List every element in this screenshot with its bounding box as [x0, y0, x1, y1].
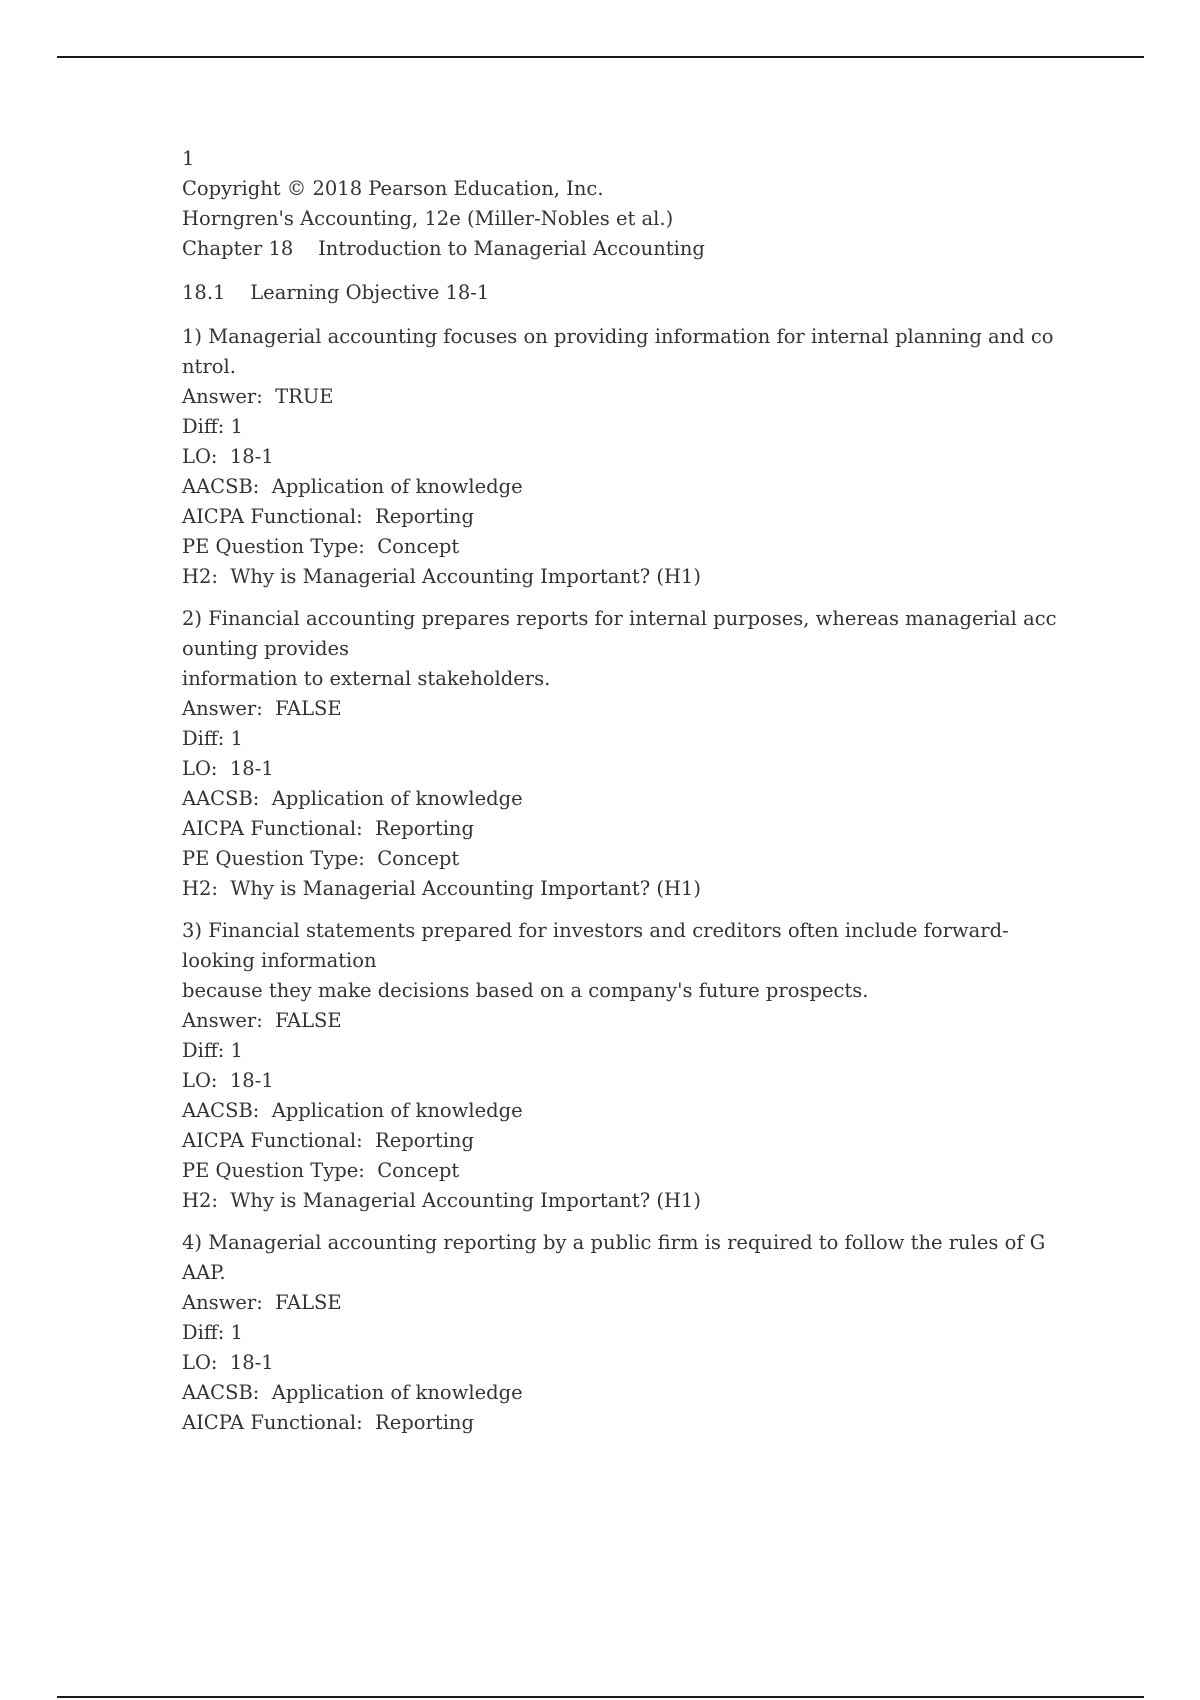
document-body: [182, 144, 1062, 1438]
question-block: [182, 1228, 1062, 1438]
question-text-line: information to external stakeholders.: [182, 667, 551, 690]
bottom-rule: [57, 1696, 1144, 1698]
top-rule: [57, 56, 1144, 58]
answer-line: Answer: FALSE: [182, 697, 342, 720]
question-block: [182, 916, 1062, 1216]
aicpa-line: AICPA Functional: Reporting: [182, 505, 474, 528]
question-text-line: ounting provides: [182, 637, 349, 660]
difficulty-line: Diff: 1: [182, 1321, 243, 1344]
copyright-line: Copyright © 2018 Pearson Education, Inc.: [182, 177, 604, 200]
difficulty-line: Diff: 1: [182, 1039, 243, 1062]
aacsb-line: AACSB: Application of knowledge: [182, 1381, 523, 1404]
question-text-line: ntrol.: [182, 355, 236, 378]
answer-line: Answer: TRUE: [182, 385, 334, 408]
learning-objective-line: LO: 18-1: [182, 757, 274, 780]
question-text-line: 3) Financial statements prepared for investors and creditors often include forward-: [182, 919, 1009, 942]
aicpa-line: AICPA Functional: Reporting: [182, 1411, 474, 1434]
question-type-line: PE Question Type: Concept: [182, 847, 460, 870]
learning-objective-line: LO: 18-1: [182, 1069, 274, 1092]
question-type-line: PE Question Type: Concept: [182, 1159, 460, 1182]
question-text-line: looking information: [182, 949, 377, 972]
question-text-line: 4) Managerial accounting reporting by a public firm is required to follow the rules of G: [182, 1231, 1046, 1254]
section-title: 18.1 Learning Objective 18-1: [182, 281, 490, 304]
learning-objective-line: LO: 18-1: [182, 1351, 274, 1374]
answer-line: Answer: FALSE: [182, 1291, 342, 1314]
aacsb-line: AACSB: Application of knowledge: [182, 787, 523, 810]
question-type-line: PE Question Type: Concept: [182, 535, 460, 558]
difficulty-line: Diff: 1: [182, 415, 243, 438]
aacsb-line: AACSB: Application of knowledge: [182, 475, 523, 498]
spacer: [182, 308, 1062, 322]
heading-line: H2: Why is Managerial Accounting Important? (H1): [182, 565, 702, 588]
aicpa-line: AICPA Functional: Reporting: [182, 817, 474, 840]
question-block: [182, 322, 1062, 592]
question-text-line: AAP.: [182, 1261, 226, 1284]
heading-line: H2: Why is Managerial Accounting Important? (H1): [182, 877, 702, 900]
spacer: [182, 904, 1062, 916]
chapter-title: Chapter 18 Introduction to Managerial Accounting: [182, 237, 705, 260]
answer-line: Answer: FALSE: [182, 1009, 342, 1032]
question-text-line: 1) Managerial accounting focuses on providing information for internal planning and co: [182, 325, 1054, 348]
question-text-line: 2) Financial accounting prepares reports for internal purposes, whereas managerial acc: [182, 607, 1057, 630]
learning-objective-line: LO: 18-1: [182, 445, 274, 468]
book-title: Horngren's Accounting, 12e (Miller-Nobles et al.): [182, 207, 674, 230]
spacer: [182, 592, 1062, 604]
page-number: 1: [182, 147, 195, 170]
question-block: [182, 604, 1062, 904]
aicpa-line: AICPA Functional: Reporting: [182, 1129, 474, 1152]
heading-line: H2: Why is Managerial Accounting Important? (H1): [182, 1189, 702, 1212]
spacer: [182, 264, 1062, 278]
aacsb-line: AACSB: Application of knowledge: [182, 1099, 523, 1122]
difficulty-line: Diff: 1: [182, 727, 243, 750]
spacer: [182, 1216, 1062, 1228]
question-text-line: because they make decisions based on a company's future prospects.: [182, 979, 869, 1002]
